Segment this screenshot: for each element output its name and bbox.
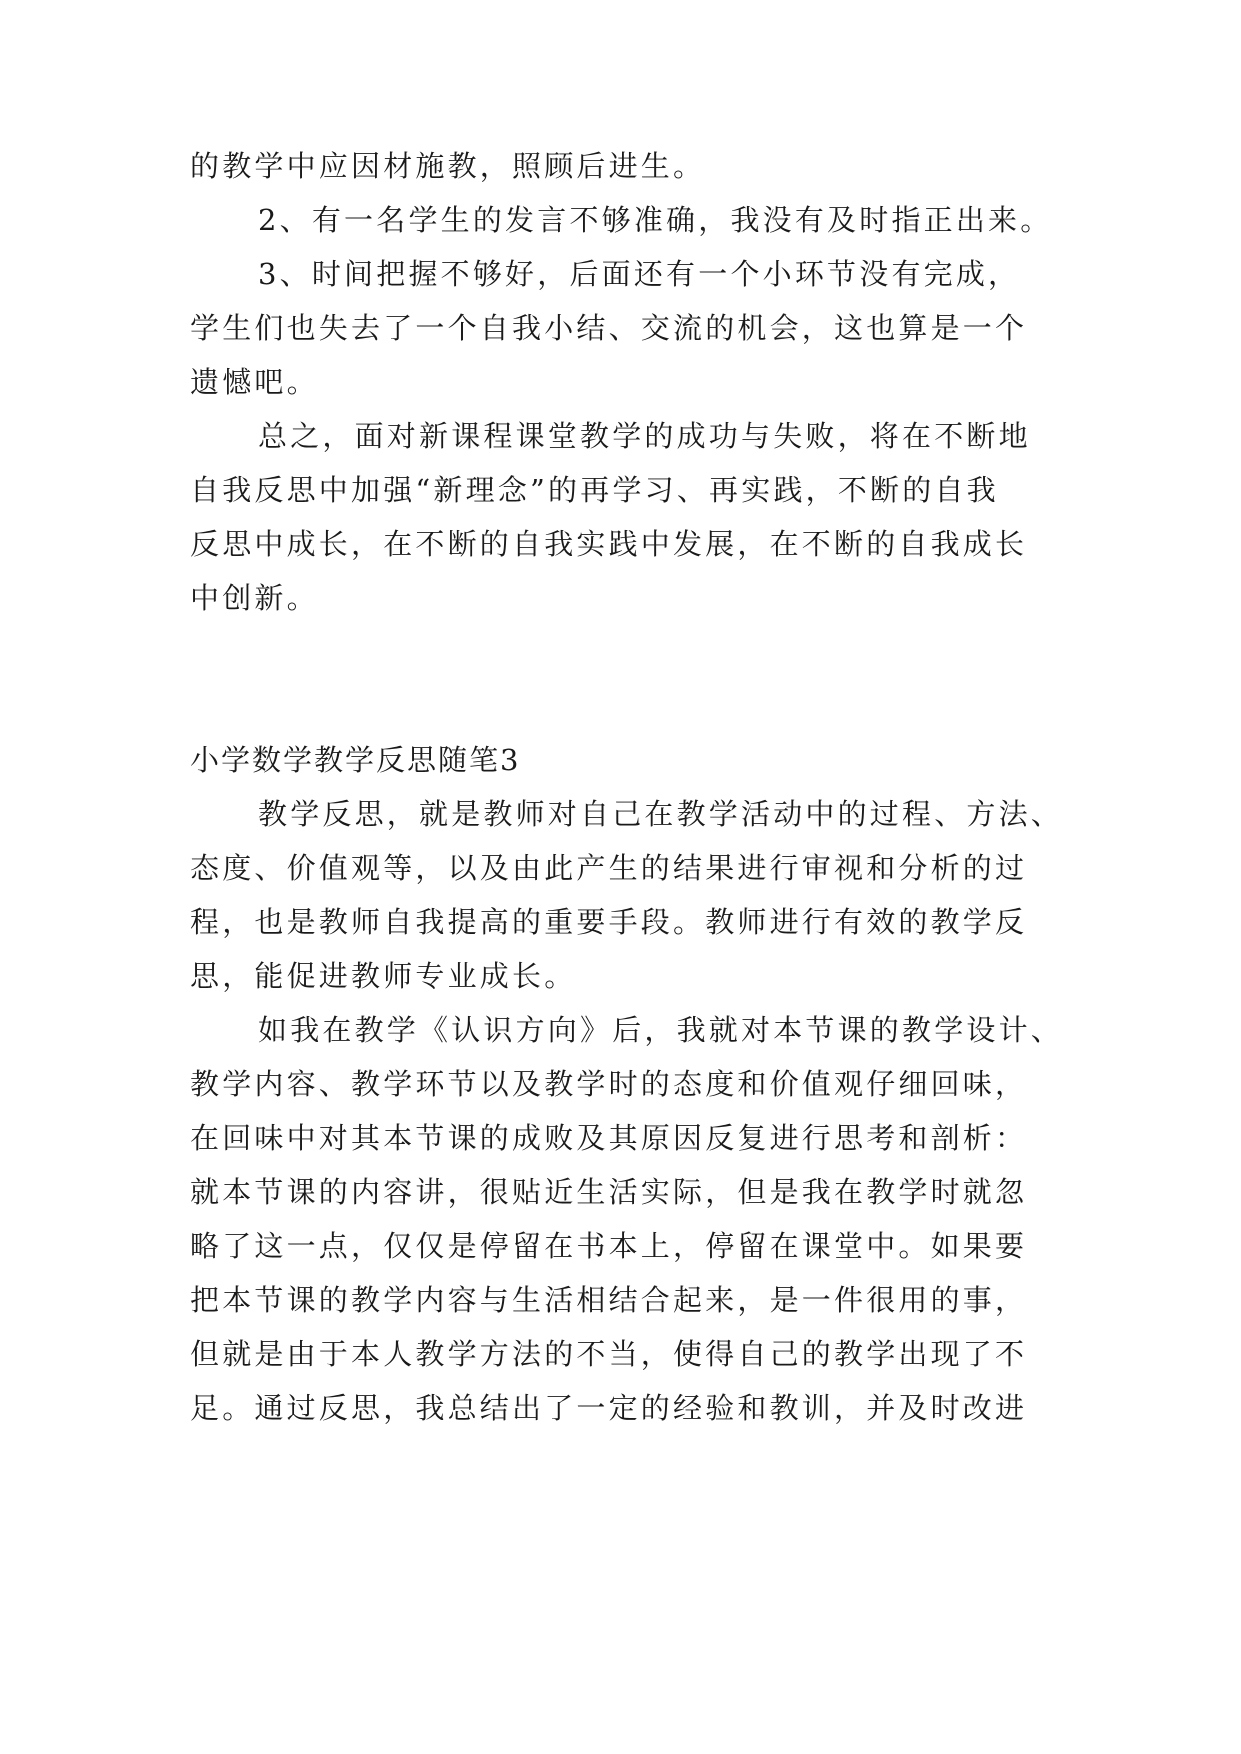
body-line-3: 在回味中对其本节课的成败及其原因反复进行思考和剖析： bbox=[190, 1121, 1028, 1155]
body-line-8: 足。通过反思，我总结出了一定的经验和教训，并及时改进 bbox=[190, 1391, 1028, 1425]
body-line-4: 就本节课的内容讲，很贴近生活实际，但是我在教学时就忽 bbox=[190, 1175, 1028, 1209]
paragraph-line: 的教学中应因材施教，照顾后进生。 bbox=[190, 149, 706, 183]
body-line-5: 略了这一点，仅仅是停留在书本上，停留在课堂中。如果要 bbox=[190, 1229, 1028, 1263]
summary-line-1: 总之，面对新课程课堂教学的成功与失败，将在不断地 bbox=[258, 419, 1031, 453]
list-item-3-line-1: 3、时间把握不够好，后面还有一个小环节没有完成， bbox=[258, 257, 1021, 291]
body-line-6: 把本节课的教学内容与生活相结合起来，是一件很用的事， bbox=[190, 1283, 1028, 1317]
list-item-3-line-3: 遗憾吧。 bbox=[190, 365, 319, 399]
intro-line-4: 思，能促进教师专业成长。 bbox=[190, 959, 577, 993]
section-title: 小学数学教学反思随笔3 bbox=[190, 743, 521, 777]
intro-line-2: 态度、价值观等，以及由此产生的结果进行审视和分析的过 bbox=[190, 851, 1028, 885]
list-item-2: 2、有一名学生的发言不够准确，我没有及时指正出来。 bbox=[258, 203, 1053, 237]
body-line-7: 但就是由于本人教学方法的不当，使得自己的教学出现了不 bbox=[190, 1337, 1028, 1371]
body-line-2: 教学内容、教学环节以及教学时的态度和价值观仔细回味， bbox=[190, 1067, 1028, 1101]
intro-line-1: 教学反思，就是教师对自己在教学活动中的过程、方法、 bbox=[258, 797, 1064, 831]
summary-line-2: 自我反思中加强“新理念”的再学习、再实践，不断的自我 bbox=[190, 473, 999, 507]
intro-line-3: 程，也是教师自我提高的重要手段。教师进行有效的教学反 bbox=[190, 905, 1028, 939]
summary-line-3: 反思中成长，在不断的自我实践中发展，在不断的自我成长 bbox=[190, 527, 1028, 561]
list-item-3-line-2: 学生们也失去了一个自我小结、交流的机会，这也算是一个 bbox=[190, 311, 1028, 345]
summary-line-4: 中创新。 bbox=[190, 581, 319, 615]
body-line-1: 如我在教学《认识方向》后，我就对本节课的教学设计、 bbox=[258, 1013, 1064, 1047]
